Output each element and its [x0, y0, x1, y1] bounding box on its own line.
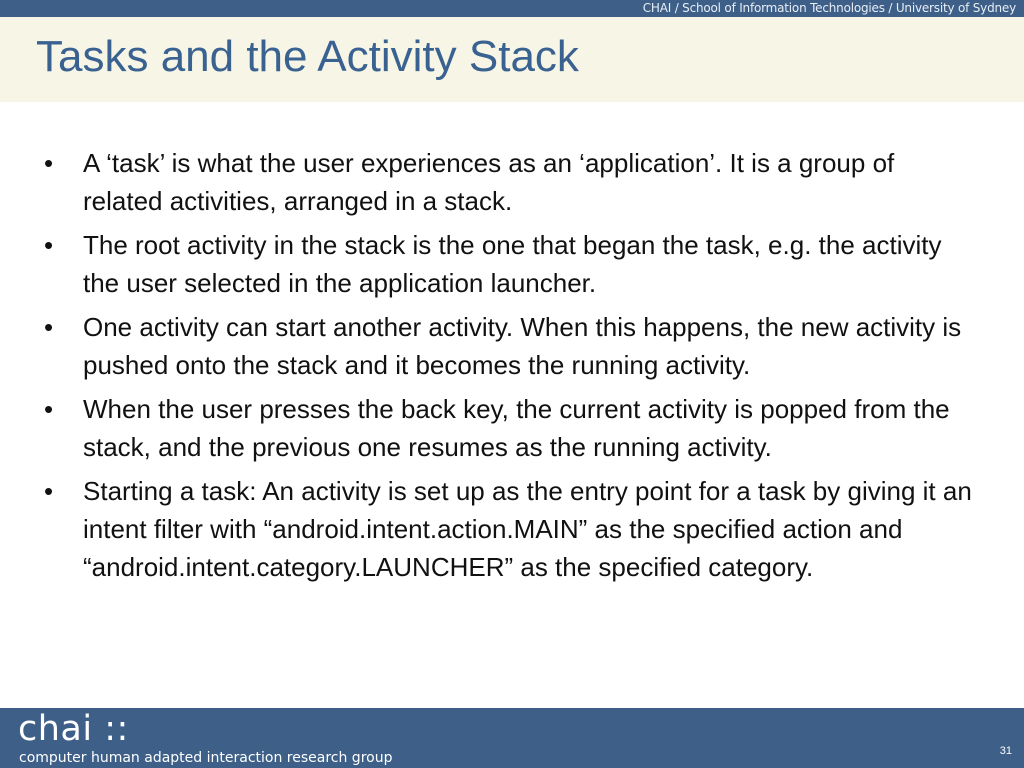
bullet-dot-icon: •: [44, 148, 54, 178]
bullet-dot-icon: •: [44, 312, 54, 342]
bullet-text: The root activity in the stack is the one that began the task, e.g. the activity the user selected in the application launcher.: [83, 230, 942, 298]
bullet-item: [0, 390, 978, 466]
bullet-item: [0, 144, 978, 220]
footer-tagline: computer human adapted interaction research group: [19, 750, 393, 766]
page-number: 31: [999, 745, 1012, 757]
bullet-text: Starting a task: An activity is set up as the entry point for a task by giving it an intent filter with “android.intent.action.MAIN” as the specified action and “android.intent.category.LAUNCHER” as the specified category.: [83, 476, 972, 582]
bullet-dot-icon: •: [44, 230, 54, 260]
bullet-text: One activity can start another activity. When this happens, the new activity is pushed onto the stack and it becomes the running activity.: [83, 312, 962, 380]
bullet-list: [0, 144, 1024, 586]
top-bar: [0, 0, 1024, 17]
breadcrumb: CHAI / School of Information Technologies / University of Sydney: [642, 1, 1016, 15]
bullet-dot-icon: •: [44, 476, 54, 506]
bullet-item: [0, 472, 978, 586]
bullet-text: When the user presses the back key, the current activity is popped from the stack, and the previous one resumes as the running activity.: [83, 394, 950, 462]
bullet-item: [0, 308, 978, 384]
bullet-dot-icon: •: [44, 394, 54, 424]
chai-logo: chai ::: [18, 709, 129, 749]
footer-bar: [0, 708, 1024, 768]
title-band: [0, 17, 1024, 102]
slide-content: [0, 144, 1024, 592]
bullet-item: [0, 226, 978, 302]
bullet-text: A ‘task’ is what the user experiences as an ‘application’. It is a group of related activities, arranged in a stack.: [83, 148, 895, 216]
page-title: Tasks and the Activity Stack: [36, 32, 579, 81]
